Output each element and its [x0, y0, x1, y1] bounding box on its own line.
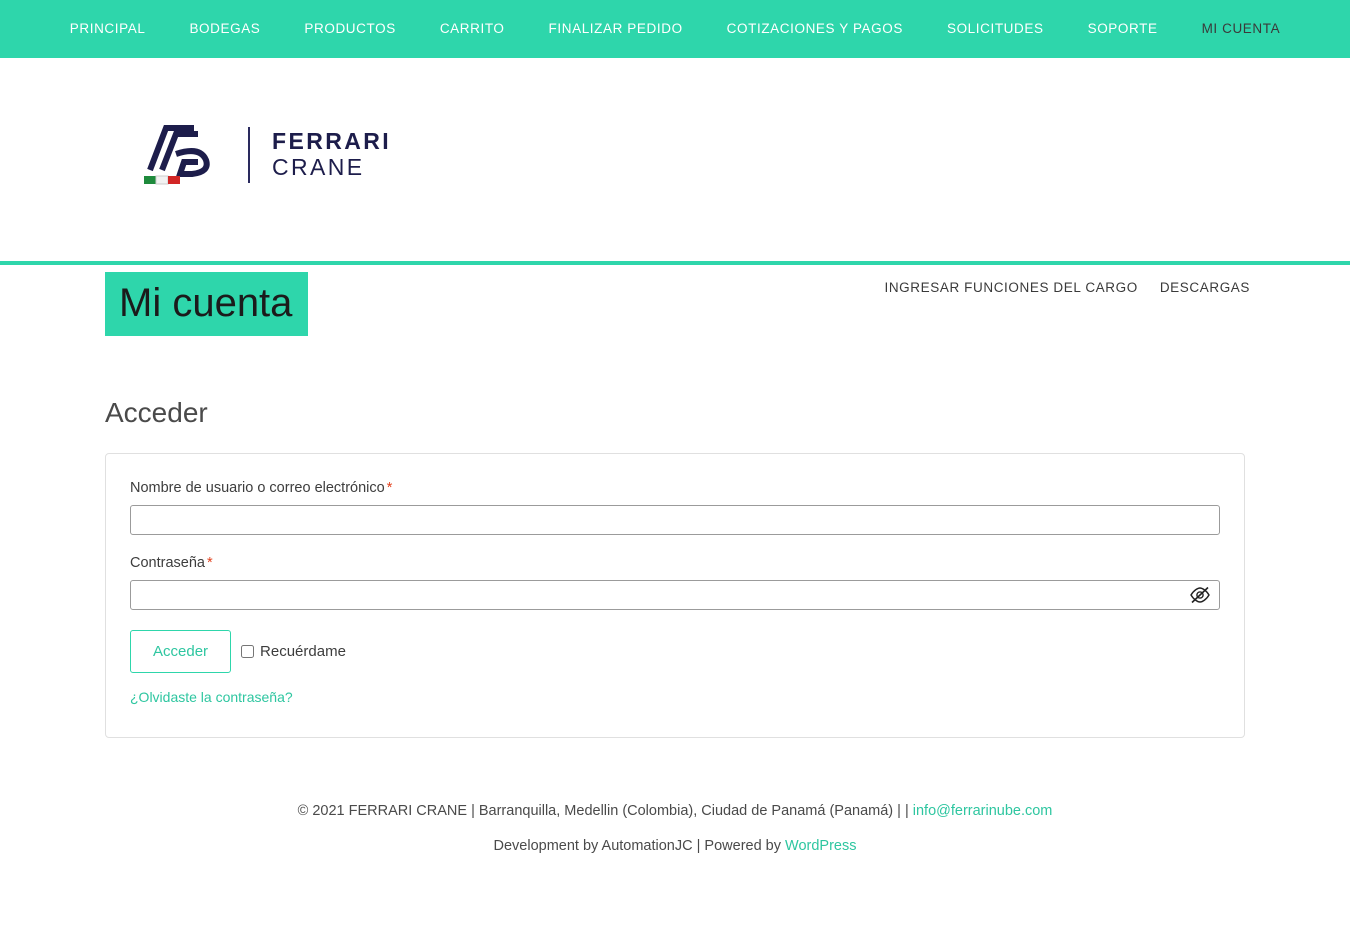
login-form	[105, 453, 1245, 738]
site-logo[interactable]	[136, 120, 391, 190]
nav-item-soporte[interactable]: SOPORTE	[1087, 21, 1158, 36]
username-required-mark: *	[386, 480, 393, 496]
page-title: Mi cuenta	[105, 272, 308, 336]
page-title-band	[0, 265, 1350, 375]
username-label	[130, 480, 1220, 496]
header-link-ingresar-funciones-del-cargo[interactable]: INGRESAR FUNCIONES DEL CARGO	[884, 280, 1138, 295]
password-input-wrapper	[130, 580, 1220, 610]
lost-password-link[interactable]: ¿Olvidaste la contraseña?	[130, 689, 293, 705]
nav-item-finalizar-pedido[interactable]: FINALIZAR PEDIDO	[548, 21, 683, 36]
footer-credits-text: Development by AutomationJC | Powered by	[493, 837, 786, 854]
main-content	[0, 397, 1350, 738]
brand-line-2: CRANE	[272, 154, 365, 180]
logo-divider	[248, 127, 250, 183]
remember-me-checkbox[interactable]	[241, 645, 254, 658]
nav-item-cotizaciones-y-pagos[interactable]: COTIZACIONES Y PAGOS	[726, 21, 903, 36]
brand-text	[272, 129, 391, 181]
ferrari-crane-logo-icon	[136, 120, 224, 190]
nav-item-solicitudes[interactable]: SOLICITUDES	[946, 21, 1044, 36]
nav-item-productos[interactable]: PRODUCTOS	[304, 21, 396, 36]
footer-copyright-text: © 2021 FERRARI CRANE | Barranquilla, Medellin (Colombia), Ciudad de Panamá (Panamá) | |	[297, 803, 913, 819]
footer-wordpress-link[interactable]: WordPress	[785, 837, 857, 854]
site-header	[0, 58, 1350, 295]
password-input[interactable]	[130, 580, 1220, 610]
username-input[interactable]	[130, 505, 1220, 535]
login-submit-button[interactable]: Acceder	[130, 630, 231, 673]
header-link-descargas[interactable]: DESCARGAS	[1159, 280, 1250, 295]
login-actions-row	[130, 630, 1220, 673]
password-field-group	[130, 555, 1220, 610]
eye-off-icon[interactable]	[1188, 584, 1212, 606]
footer-email-link[interactable]: info@ferrarinube.com	[912, 803, 1053, 819]
remember-me[interactable]	[241, 643, 346, 660]
password-label	[130, 555, 1220, 571]
footer-line-2	[0, 829, 1350, 864]
password-label-text: Contraseña	[130, 555, 205, 571]
site-footer	[0, 794, 1350, 864]
top-navigation	[0, 0, 1350, 58]
nav-item-carrito[interactable]: CARRITO	[439, 21, 505, 36]
nav-item-principal[interactable]: PRINCIPAL	[69, 21, 146, 36]
remember-me-label: Recuérdame	[260, 643, 346, 660]
brand-line-1: FERRARI	[272, 128, 392, 155]
username-field-group	[130, 480, 1220, 535]
nav-item-mi-cuenta[interactable]: MI CUENTA	[1201, 21, 1281, 36]
password-required-mark: *	[206, 555, 213, 571]
nav-item-bodegas[interactable]: BODEGAS	[189, 21, 261, 36]
login-heading: Acceder	[105, 397, 208, 428]
username-label-text: Nombre de usuario o correo electrónico	[130, 480, 385, 496]
footer-line-1	[0, 794, 1350, 829]
